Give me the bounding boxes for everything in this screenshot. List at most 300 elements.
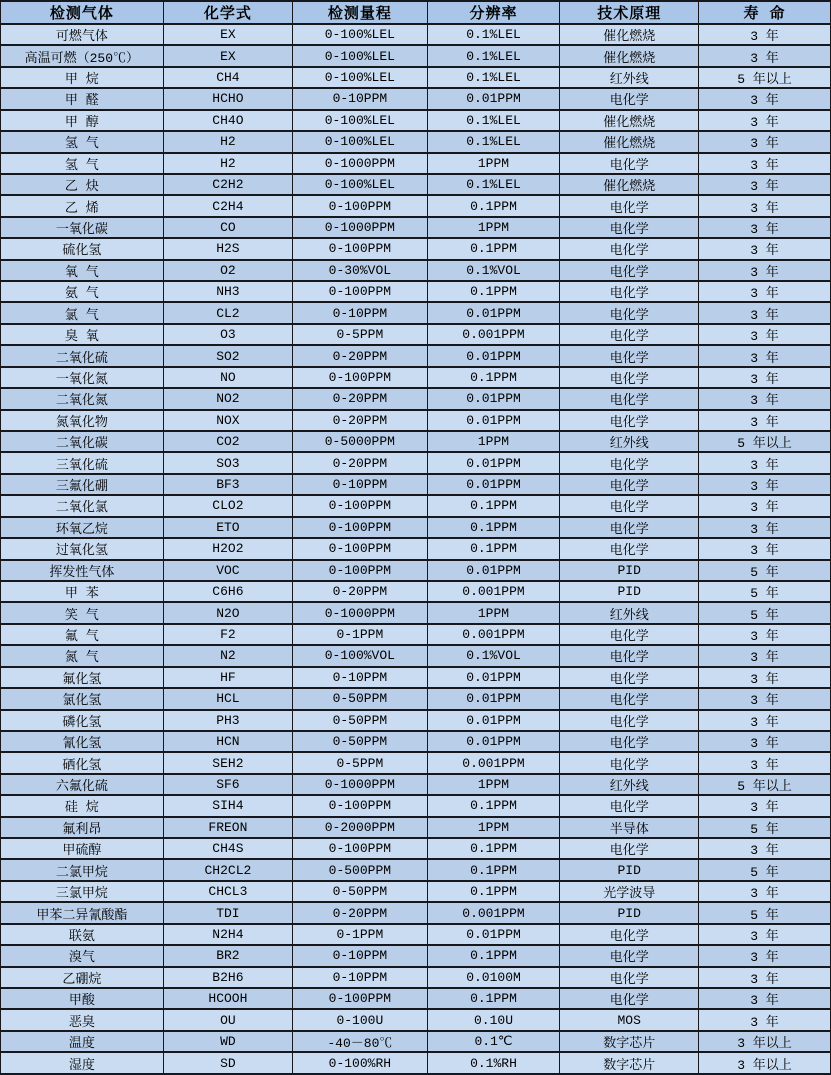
table-row [1,217,831,238]
table-row [1,345,831,366]
table-cell: 硫化氢 [1,238,164,259]
table-cell: 0-20PPM [293,452,427,473]
table-cell: 0.1PPM [427,281,560,302]
table-cell: 3 年 [699,367,831,388]
table-cell: 0-1000PPM [293,602,427,623]
table-cell: 氰化氢 [1,731,164,752]
table-cell: 0-20PPM [293,581,427,602]
table-cell: 0.1℃ [427,1031,560,1052]
table-cell: 3 年 [699,302,831,323]
table-row [1,517,831,538]
table-cell: 电化学 [560,945,699,966]
table-row [1,1052,831,1074]
table-cell: 可燃气体 [1,24,164,45]
table-cell: 二氧化氮 [1,388,164,409]
table-cell: 0.01PPM [427,924,560,945]
table-cell: 5 年 [699,817,831,838]
table-cell: 0-50PPM [293,688,427,709]
table-cell: 氯 气 [1,302,164,323]
table-cell: 3 年 [699,238,831,259]
table-cell: BR2 [163,945,292,966]
table-cell: 5 年 [699,602,831,623]
table-cell: 0-1000PPM [293,153,427,174]
table-cell: 3 年 [699,838,831,859]
table-cell: 电化学 [560,988,699,1009]
table-cell: 0.1PPM [427,881,560,902]
table-cell: 催化燃烧 [560,110,699,131]
table-cell: 温度 [1,1031,164,1052]
table-cell: 二氧化氯 [1,495,164,516]
table-cell: HCL [163,688,292,709]
table-cell: 红外线 [560,67,699,88]
table-row [1,624,831,645]
table-cell: 硒化氢 [1,752,164,773]
table-cell: 3 年 [699,452,831,473]
table-row [1,602,831,623]
table-cell: 3 年 [699,731,831,752]
table-cell: 氮氧化物 [1,410,164,431]
table-cell: 3 年 [699,1009,831,1030]
table-cell: 0-30%VOL [293,260,427,281]
table-cell: NO [163,367,292,388]
table-cell: 0.1%LEL [427,110,560,131]
table-cell: 0.1%RH [427,1052,560,1074]
table-row [1,795,831,816]
table-cell: 二氧化碳 [1,431,164,452]
table-cell: 0-100PPM [293,195,427,216]
table-cell: 0-500PPM [293,859,427,880]
table-cell: 0.1PPM [427,538,560,559]
table-cell: 0.10U [427,1009,560,1030]
table-cell: EX [163,45,292,66]
table-cell: OU [163,1009,292,1030]
table-cell: 0-20PPM [293,345,427,366]
table-cell: 3 年 [699,153,831,174]
table-row [1,538,831,559]
table-cell: 0-100%VOL [293,645,427,666]
table-cell: MOS [560,1009,699,1030]
table-row [1,731,831,752]
table-cell: 氧 气 [1,260,164,281]
table-cell: 0-100PPM [293,795,427,816]
table-cell: 氟 气 [1,624,164,645]
table-cell: 0-10PPM [293,88,427,109]
table-row [1,902,831,923]
table-row [1,45,831,66]
table-cell: 电化学 [560,538,699,559]
table-cell: 甲酸 [1,988,164,1009]
table-cell: 3 年 [699,624,831,645]
table-cell: TDI [163,902,292,923]
table-cell: 数字芯片 [560,1052,699,1074]
table-cell: 电化学 [560,217,699,238]
table-cell: 氨 气 [1,281,164,302]
table-row [1,838,831,859]
table-row [1,24,831,45]
table-row [1,88,831,109]
table-cell: 3 年以上 [699,1052,831,1074]
table-cell: 5 年以上 [699,67,831,88]
table-cell: 氟利昂 [1,817,164,838]
table-cell: 电化学 [560,752,699,773]
table-row [1,988,831,1009]
table-cell: 5 年 [699,859,831,880]
table-cell: 0.1%LEL [427,174,560,195]
table-cell: 电化学 [560,795,699,816]
table-row [1,260,831,281]
table-cell: 甲 醇 [1,110,164,131]
table-cell: 0-10PPM [293,474,427,495]
table-cell: 0.1PPM [427,795,560,816]
table-cell: PID [560,859,699,880]
table-cell: PID [560,560,699,581]
table-cell: 0-100PPM [293,517,427,538]
table-cell: 一氧化氮 [1,367,164,388]
table-cell: SIH4 [163,795,292,816]
table-cell: 3 年 [699,645,831,666]
table-cell: 0.1%LEL [427,24,560,45]
table-cell: 0-100PPM [293,238,427,259]
table-cell: 乙 炔 [1,174,164,195]
table-cell: 电化学 [560,195,699,216]
table-cell: 0-100U [293,1009,427,1030]
table-row [1,174,831,195]
table-cell: 0.001PPM [427,324,560,345]
table-cell: 0.1%VOL [427,260,560,281]
table-cell: 三氧化硫 [1,452,164,473]
table-cell: 甲 醛 [1,88,164,109]
table-cell: 0-1PPM [293,924,427,945]
table-row [1,710,831,731]
table-cell: NOX [163,410,292,431]
table-row [1,667,831,688]
table-row [1,452,831,473]
table-row [1,1031,831,1052]
table-cell: 0.1%LEL [427,67,560,88]
table-cell: 3 年以上 [699,1031,831,1052]
table-cell: 电化学 [560,302,699,323]
table-cell: 环氧乙烷 [1,517,164,538]
column-header: 技术原理 [560,1,699,24]
table-cell: 1PPM [427,817,560,838]
table-cell: 电化学 [560,260,699,281]
table-cell: 0-50PPM [293,710,427,731]
table-cell: CLO2 [163,495,292,516]
table-cell: 0.01PPM [427,345,560,366]
table-cell: 1PPM [427,217,560,238]
table-cell: 3 年 [699,924,831,945]
table-cell: 3 年 [699,881,831,902]
table-cell: 电化学 [560,667,699,688]
table-cell: 0-100%LEL [293,67,427,88]
table-row [1,302,831,323]
table-cell: 3 年 [699,667,831,688]
table-cell: 0-100PPM [293,538,427,559]
table-cell: 氮 气 [1,645,164,666]
table-cell: 0-10PPM [293,945,427,966]
table-cell: 0.01PPM [427,474,560,495]
table-cell: 0.01PPM [427,731,560,752]
table-cell: 催化燃烧 [560,45,699,66]
table-cell: 0.01PPM [427,88,560,109]
table-row [1,859,831,880]
table-cell: 甲硫醇 [1,838,164,859]
table-cell: 3 年 [699,131,831,152]
table-cell: 3 年 [699,345,831,366]
table-row [1,67,831,88]
table-cell: CL2 [163,302,292,323]
table-cell: SO2 [163,345,292,366]
header-row [1,1,831,24]
table-cell: 3 年 [699,217,831,238]
table-cell: 0-10PPM [293,667,427,688]
table-cell: 0-100%LEL [293,110,427,131]
table-cell: 3 年 [699,88,831,109]
table-cell: 二氧化硫 [1,345,164,366]
table-cell: 电化学 [560,153,699,174]
table-cell: 0-100PPM [293,367,427,388]
table-cell: NO2 [163,388,292,409]
table-cell: 笑 气 [1,602,164,623]
table-cell: 电化学 [560,624,699,645]
table-cell: 1PPM [427,153,560,174]
table-cell: 3 年 [699,710,831,731]
table-cell: 3 年 [699,967,831,988]
table-cell: SF6 [163,774,292,795]
table-cell: 0.01PPM [427,710,560,731]
table-cell: 0.001PPM [427,624,560,645]
table-cell: 电化学 [560,688,699,709]
table-cell: 0.1%LEL [427,45,560,66]
table-cell: 0-1000PPM [293,217,427,238]
table-row [1,817,831,838]
table-cell: 电化学 [560,967,699,988]
table-cell: 0-50PPM [293,731,427,752]
table-cell: CO2 [163,431,292,452]
table-cell: 3 年 [699,174,831,195]
table-cell: 电化学 [560,388,699,409]
table-cell: O2 [163,260,292,281]
table-cell: HCOOH [163,988,292,1009]
table-cell: SO3 [163,452,292,473]
table-cell: 3 年 [699,260,831,281]
table-cell: B2H6 [163,967,292,988]
table-cell: CHCL3 [163,881,292,902]
table-cell: 甲 烷 [1,67,164,88]
table-cell: WD [163,1031,292,1052]
table-cell: VOC [163,560,292,581]
table-cell: 0-100%LEL [293,131,427,152]
table-row [1,110,831,131]
table-cell: 0-100%RH [293,1052,427,1074]
table-cell: 3 年 [699,795,831,816]
table-cell: 0.001PPM [427,902,560,923]
table-row [1,131,831,152]
table-cell: CH2CL2 [163,859,292,880]
table-cell: 电化学 [560,452,699,473]
table-cell: 3 年 [699,195,831,216]
table-cell: 1PPM [427,602,560,623]
table-cell: 0.1PPM [427,988,560,1009]
table-cell: 0.001PPM [427,581,560,602]
table-cell: FREON [163,817,292,838]
table-cell: 5 年以上 [699,774,831,795]
table-row [1,1009,831,1030]
table-cell: 3 年 [699,410,831,431]
table-cell: 0.001PPM [427,752,560,773]
table-row [1,645,831,666]
table-cell: 0.0100M [427,967,560,988]
table-cell: 0.01PPM [427,410,560,431]
table-cell: 3 年 [699,281,831,302]
table-cell: 氯化氢 [1,688,164,709]
table-cell: 过氧化氢 [1,538,164,559]
table-cell: 氟化氢 [1,667,164,688]
table-cell: SEH2 [163,752,292,773]
table-cell: 1PPM [427,431,560,452]
table-cell: 0-100%LEL [293,24,427,45]
table-cell: 0-100PPM [293,838,427,859]
table-cell: 电化学 [560,324,699,345]
table-cell: 3 年 [699,495,831,516]
table-body [1,24,831,1074]
table-cell: 湿度 [1,1052,164,1074]
table-cell: 1PPM [427,774,560,795]
table-cell: 3 年 [699,517,831,538]
table-cell: 0-100%LEL [293,45,427,66]
table-cell: 3 年 [699,24,831,45]
table-cell: 电化学 [560,88,699,109]
table-cell: 甲 苯 [1,581,164,602]
table-cell: 0-10PPM [293,967,427,988]
table-cell: 0.1PPM [427,238,560,259]
table-cell: PH3 [163,710,292,731]
table-row [1,881,831,902]
table-row [1,924,831,945]
table-cell: 0-20PPM [293,902,427,923]
table-cell: N2H4 [163,924,292,945]
table-cell: ETO [163,517,292,538]
table-cell: 0-100PPM [293,281,427,302]
table-cell: 3 年 [699,752,831,773]
table-cell: 0-100%LEL [293,174,427,195]
table-cell: HF [163,667,292,688]
table-row [1,238,831,259]
table-cell: 0-10PPM [293,302,427,323]
table-cell: 3 年 [699,945,831,966]
table-cell: 臭 氧 [1,324,164,345]
table-cell: EX [163,24,292,45]
column-header: 检测量程 [293,1,427,24]
table-cell: 3 年 [699,474,831,495]
table-cell: 0-100PPM [293,988,427,1009]
table-cell: 3 年 [699,538,831,559]
table-cell: 电化学 [560,238,699,259]
table-cell: C2H2 [163,174,292,195]
table-row [1,474,831,495]
table-cell: 电化学 [560,645,699,666]
table-cell: SD [163,1052,292,1074]
table-cell: 5 年 [699,902,831,923]
table-cell: CH4S [163,838,292,859]
table-cell: PID [560,581,699,602]
table-cell: 0.1%VOL [427,645,560,666]
table-cell: 半导体 [560,817,699,838]
table-row [1,281,831,302]
table-cell: 5 年 [699,581,831,602]
table-row [1,560,831,581]
table-cell: 联氨 [1,924,164,945]
table-cell: 数字芯片 [560,1031,699,1052]
table-cell: -40－80℃ [293,1031,427,1052]
table-row [1,431,831,452]
table-cell: HCHO [163,88,292,109]
table-row [1,324,831,345]
table-cell: 0.1PPM [427,495,560,516]
table-cell: CH4 [163,67,292,88]
table-cell: 0-20PPM [293,410,427,431]
table-cell: 高温可燃（250℃） [1,45,164,66]
table-row [1,774,831,795]
table-row [1,495,831,516]
table-cell: 磷化氢 [1,710,164,731]
table-cell: 电化学 [560,924,699,945]
table-cell: CH4O [163,110,292,131]
table-row [1,967,831,988]
table-cell: 电化学 [560,474,699,495]
table-cell: NH3 [163,281,292,302]
column-header: 分辨率 [427,1,560,24]
table-cell: 电化学 [560,517,699,538]
table-cell: 甲苯二异氰酸酯 [1,902,164,923]
table-row [1,388,831,409]
table-cell: 红外线 [560,602,699,623]
table-cell: 二氯甲烷 [1,859,164,880]
table-cell: BF3 [163,474,292,495]
table-cell: 3 年 [699,324,831,345]
column-header: 化学式 [163,1,292,24]
table-cell: 0-100PPM [293,560,427,581]
table-cell: 0-2000PPM [293,817,427,838]
table-cell: 3 年 [699,110,831,131]
table-row [1,195,831,216]
table-cell: 三氯甲烷 [1,881,164,902]
table-cell: 催化燃烧 [560,24,699,45]
table-cell: 3 年 [699,988,831,1009]
table-cell: H2O2 [163,538,292,559]
column-header: 检测气体 [1,1,164,24]
table-cell: 0.01PPM [427,452,560,473]
table-cell: 氢 气 [1,153,164,174]
table-cell: 0-1000PPM [293,774,427,795]
table-cell: 催化燃烧 [560,131,699,152]
table-cell: 0.01PPM [427,667,560,688]
table-cell: 电化学 [560,838,699,859]
table-cell: C2H4 [163,195,292,216]
table-row [1,945,831,966]
table-cell: 红外线 [560,431,699,452]
table-cell: 0.01PPM [427,388,560,409]
table-cell: 0.1PPM [427,195,560,216]
table-row [1,410,831,431]
table-cell: 六氟化硫 [1,774,164,795]
table-cell: 溴气 [1,945,164,966]
table-row [1,688,831,709]
table-cell: 0.01PPM [427,560,560,581]
table-cell: C6H6 [163,581,292,602]
table-cell: 0-5PPM [293,324,427,345]
table-cell: 电化学 [560,731,699,752]
